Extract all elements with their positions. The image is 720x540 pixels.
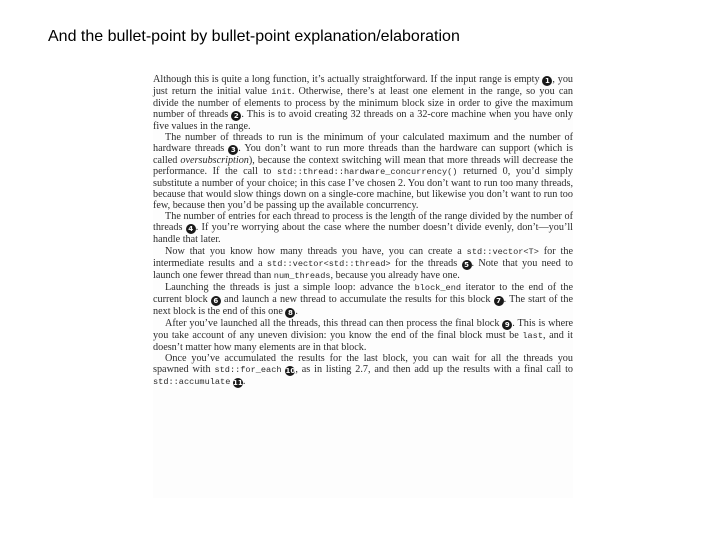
paragraph-7 [153,353,573,388]
callout-marker-10: 10 [285,366,296,375]
text-run: After you’ve launched all the threads, this thread can then process the final block [165,317,500,329]
italic-term: oversubscription [180,155,249,167]
callout-marker-8: 8 [285,308,295,318]
text-run: , you just return the initial value [153,74,574,97]
text-run: ), because the context switching will mean that more threads will decrease the performance. If the call to [153,155,574,178]
callout-marker-5: 5 [462,260,472,270]
text-run: for the threads [394,257,458,269]
callout-marker-3: 3 [228,145,238,155]
text-run: . If you’re worrying about the case where the number doesn’t divide evenly, don’t—you’ll handle that later. [153,222,574,246]
text-run: . This is to avoid creating 32 threads on a 32-core machine when you have only five values in the range. [153,109,574,133]
text-run: Now that you know how many threads you have, you can create a [165,245,462,257]
text-run: . [242,375,246,387]
text-run: Launching the threads is just a simple loop: advance the [165,281,411,293]
text-run: The number of entries for each thread to process is the length of the range divided by the number of threads [153,211,573,234]
code-block-end: block_end [414,282,462,293]
code-accumulate: std::accumulate [153,376,231,387]
callout-marker-4: 4 [186,224,196,234]
callout-marker-9: 9 [502,320,512,330]
callout-marker-11: 11 [233,378,243,387]
text-run: . Note that you need to launch one fewer thread than [153,257,573,281]
text-run: Once you’ve accumulated the results for the last block, you can wait for all the threads you spawned with [153,352,573,375]
code-num-threads: num_threads [273,270,331,281]
text-run: for the intermediate results and a [153,245,573,269]
text-run: . The start of the next block is the end of this one [153,293,574,317]
callout-marker-1: 1 [542,76,552,86]
callout-marker-6: 6 [211,296,221,306]
text-run: . Otherwise, there’s at least one element in the range, so you can divide the number of elements to process by the minimum block size in order to give the maximum number of threads [153,86,573,121]
text-run: . You don’t want to run more threads than the hardware can support (which is called [153,143,573,167]
text-run: iterator to the end of the current block [153,281,573,305]
callout-marker-2: 2 [231,111,241,121]
text-run: . [295,305,298,317]
code-for-each: std::for_each [214,364,282,375]
callout-marker-7: 7 [494,296,504,306]
text-run: returned 0, you’d simply substitute a number of your choice; in this case I’ve chosen 2. You don’t want to run too many threads, because that would slow things down on a single-core machine, but likewise you don’t want to run too few, because then you’d be passing up the available concurrency. [153,166,574,212]
paragraph-6 [153,318,573,353]
code-init: init [271,87,292,97]
text-run: and launch a new thread to accumulate the results for this block [224,293,491,305]
paragraph-4 [153,246,573,282]
text-run: The number of threads to run is the minimum of your calculated maximum and the number of hardware threads [153,132,573,155]
scanned-book-page [153,74,573,498]
text-run: Although this is quite a long function, it’s actually straightforward. If the input range is empty [153,74,540,85]
code-vector-t: std::vector<T> [466,246,539,257]
slide-title: And the bullet-point by bullet-point explanation/elaboration [48,28,460,45]
text-run: , as in listing 2.7, and then add up the results with a final call to [295,363,574,375]
code-vector-thread: std::vector<std::thread> [266,258,391,269]
paragraph-2 [153,132,573,211]
code-hardware-concurrency: std::thread::hardware_concurrency() [276,167,458,178]
paragraph-1 [153,74,573,132]
text-run: , because you already have one. [330,269,460,281]
text-run: . This is where you take account of any uneven division: you know the end of the final block must be [153,317,574,341]
paragraph-3 [153,211,573,245]
code-last: last [522,330,543,341]
text-run: , and it doesn’t matter how many elements are in that block. [153,329,574,353]
paragraph-5 [153,282,573,318]
